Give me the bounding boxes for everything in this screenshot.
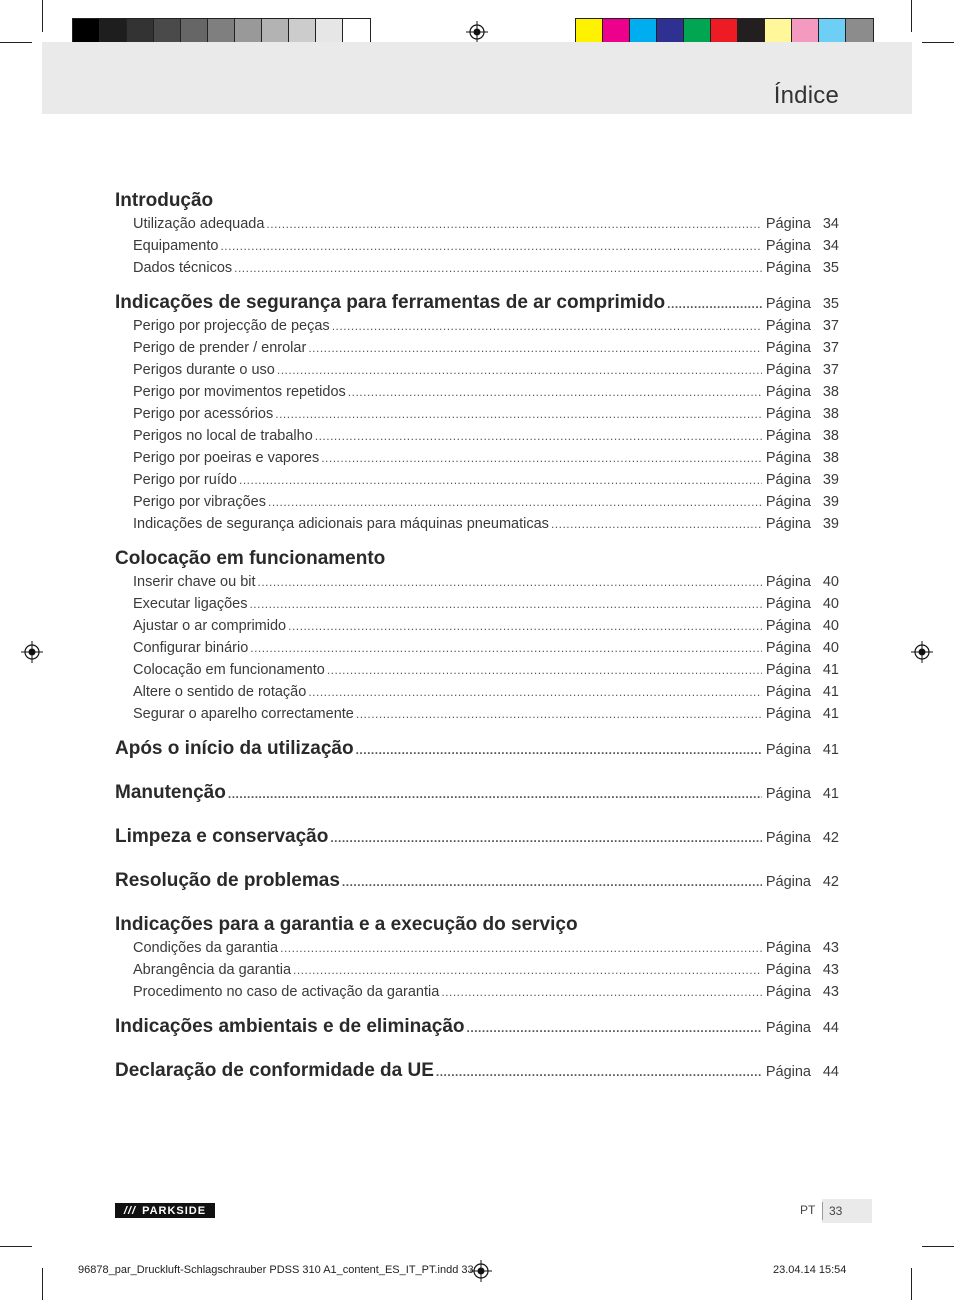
entry-label: Abrangência da garantia — [133, 962, 292, 978]
leader-dots — [288, 619, 762, 633]
entry-label: Colocação em funcionamento — [133, 662, 325, 678]
entry-label: Equipamento — [133, 238, 219, 254]
page-number: 42 — [822, 830, 839, 846]
page-number: 35 — [822, 260, 839, 276]
toc-section-heading[interactable] — [115, 1060, 839, 1086]
leader-dots — [250, 641, 762, 655]
page-number: 41 — [822, 706, 839, 722]
page-word: Página — [765, 574, 811, 590]
toc-entry[interactable] — [115, 940, 839, 962]
toc-section-heading[interactable] — [115, 738, 839, 764]
spacer — [115, 538, 839, 548]
page-number: 33 — [829, 1204, 843, 1218]
leader-dots — [280, 941, 762, 955]
registration-mark-icon — [21, 641, 43, 663]
page-reference — [766, 684, 839, 700]
page-reference — [766, 742, 839, 758]
page-number: 40 — [822, 574, 839, 590]
spacer — [115, 728, 839, 738]
toc-entry[interactable] — [115, 662, 839, 684]
page-reference — [766, 1064, 839, 1080]
toc-entry[interactable] — [115, 428, 839, 450]
leader-dots — [315, 429, 762, 443]
page-reference — [766, 940, 839, 956]
crop-mark — [911, 0, 912, 32]
toc-entry[interactable] — [115, 318, 839, 340]
spacer — [115, 282, 839, 292]
toc-entry[interactable] — [115, 962, 839, 984]
section-title: Introdução — [115, 190, 214, 211]
crop-mark — [922, 42, 954, 43]
leader-dots — [234, 261, 762, 275]
page-reference — [766, 706, 839, 722]
entry-label: Dados técnicos — [133, 260, 233, 276]
spacer — [115, 1086, 839, 1104]
page-reference — [766, 296, 839, 312]
leader-dots — [220, 239, 761, 253]
page-number: 38 — [822, 384, 839, 400]
toc-entry[interactable] — [115, 216, 839, 238]
entry-label: Ajustar o ar comprimido — [133, 618, 287, 634]
leader-dots — [321, 451, 762, 465]
page-word: Página — [765, 684, 811, 700]
page-word: Página — [765, 984, 811, 1000]
entry-label: Perigos no local de trabalho — [133, 428, 313, 444]
entry-label: Perigo por vibrações — [133, 494, 266, 510]
page-word: Página — [765, 830, 811, 846]
entry-label: Altere o sentido de rotação — [133, 684, 307, 700]
page-number: 41 — [822, 742, 839, 758]
page-number: 34 — [822, 238, 839, 254]
page-word: Página — [765, 296, 811, 312]
page-reference — [766, 318, 839, 334]
leader-dots — [293, 963, 762, 977]
page-word: Página — [765, 406, 811, 422]
section-title: Limpeza e conservação — [115, 826, 329, 847]
leader-dots — [249, 597, 761, 611]
leader-dots — [348, 385, 762, 399]
page-number: 40 — [822, 618, 839, 634]
page-number: 38 — [822, 406, 839, 422]
toc-entry[interactable] — [115, 260, 839, 282]
page-reference — [766, 216, 839, 232]
toc-entry[interactable] — [115, 618, 839, 640]
entry-label: Perigo de prender / enrolar — [133, 340, 307, 356]
crop-mark — [0, 42, 32, 43]
crop-mark — [0, 1246, 32, 1247]
page-number: 44 — [822, 1020, 839, 1036]
leader-dots — [441, 985, 762, 999]
divider — [822, 1202, 823, 1220]
page-reference — [766, 238, 839, 254]
spacer — [115, 896, 839, 914]
leader-dots — [268, 495, 762, 509]
entry-label: Configurar binário — [133, 640, 249, 656]
section-title: Colocação em funcionamento — [115, 548, 386, 569]
toc-entry[interactable] — [115, 472, 839, 494]
page-word: Página — [765, 962, 811, 978]
registration-mark-icon — [911, 641, 933, 663]
leader-dots — [356, 707, 762, 721]
page-word: Página — [765, 384, 811, 400]
spacer — [115, 1042, 839, 1060]
page-word: Página — [765, 494, 811, 510]
print-slug-date: 23.04.14 15:54 — [773, 1264, 847, 1276]
page-reference — [766, 1020, 839, 1036]
leader-dots — [266, 217, 761, 231]
logo-stripes-icon: /// — [123, 1204, 137, 1217]
spacer — [115, 852, 839, 870]
toc-entry[interactable] — [115, 384, 839, 406]
page-reference — [766, 984, 839, 1000]
page-number: 43 — [822, 962, 839, 978]
section-title: Indicações para a garantia e a execução do serviço — [115, 914, 578, 935]
page-word: Página — [765, 940, 811, 956]
toc-entry[interactable] — [115, 238, 839, 260]
page-word: Página — [765, 1064, 811, 1080]
page-reference — [766, 516, 839, 532]
crop-mark — [42, 1268, 43, 1300]
entry-label: Segurar o aparelho correctamente — [133, 706, 354, 722]
toc-section-heading[interactable] — [115, 826, 839, 852]
table-of-contents — [115, 190, 839, 1104]
page-number: 43 — [822, 940, 839, 956]
language-code: PT — [800, 1203, 816, 1217]
section-title: Declaração de conformidade da UE — [115, 1060, 434, 1081]
page-reference — [766, 384, 839, 400]
page-word: Página — [765, 742, 811, 758]
crop-mark — [911, 1268, 912, 1300]
spacer — [115, 764, 839, 782]
page-number: 41 — [822, 662, 839, 678]
page-word: Página — [765, 640, 811, 656]
page-word: Página — [765, 662, 811, 678]
section-title: Manutenção — [115, 782, 226, 803]
registration-mark-icon — [466, 21, 488, 43]
toc-section-heading[interactable] — [115, 548, 839, 574]
page-word: Página — [765, 618, 811, 634]
page-reference — [766, 618, 839, 634]
page-number-box — [822, 1199, 872, 1223]
page-number: 38 — [822, 450, 839, 466]
spacer — [115, 1006, 839, 1016]
page-reference — [766, 574, 839, 590]
leader-dots — [258, 575, 762, 589]
toc-entry[interactable] — [115, 362, 839, 384]
page-number: 41 — [822, 786, 839, 802]
section-title: Indicações ambientais e de eliminação — [115, 1016, 465, 1037]
entry-label: Perigo por projecção de peças — [133, 318, 330, 334]
toc-section-heading[interactable] — [115, 190, 839, 216]
page-reference — [766, 340, 839, 356]
entry-label: Perigo por acessórios — [133, 406, 274, 422]
toc-entry[interactable] — [115, 516, 839, 538]
leader-dots — [467, 1021, 762, 1035]
toc-entry[interactable] — [115, 406, 839, 428]
spacer — [115, 808, 839, 826]
entry-label: Perigo por movimentos repetidos — [133, 384, 346, 400]
leader-dots — [436, 1065, 762, 1079]
entry-label: Procedimento no caso de activação da garantia — [133, 984, 440, 1000]
entry-label: Inserir chave ou bit — [133, 574, 256, 590]
page-reference — [766, 662, 839, 678]
page-word: Página — [765, 216, 811, 232]
toc-section-heading[interactable] — [115, 292, 839, 318]
page-number: 39 — [822, 494, 839, 510]
toc-entry[interactable] — [115, 574, 839, 596]
leader-dots — [308, 685, 762, 699]
page-word: Página — [765, 428, 811, 444]
page-word: Página — [765, 874, 811, 890]
toc-entry[interactable] — [115, 640, 839, 662]
leader-dots — [277, 363, 762, 377]
entry-label: Condições da garantia — [133, 940, 279, 956]
toc-entry[interactable] — [115, 340, 839, 362]
leader-dots — [327, 663, 762, 677]
toc-section-heading[interactable] — [115, 870, 839, 896]
page-word: Página — [765, 340, 811, 356]
page-number: 35 — [822, 296, 839, 312]
page-word: Página — [765, 450, 811, 466]
crop-mark — [42, 0, 43, 32]
section-title: Indicações de segurança para ferramentas de ar comprimido — [115, 292, 666, 313]
page-word: Página — [765, 238, 811, 254]
entry-label: Perigo por poeiras e vapores — [133, 450, 320, 466]
page-reference — [766, 260, 839, 276]
entry-label: Executar ligações — [133, 596, 248, 612]
page-word: Página — [765, 1020, 811, 1036]
page-reference — [766, 962, 839, 978]
page-number: 34 — [822, 216, 839, 232]
page-number: 44 — [822, 1064, 839, 1080]
page-word: Página — [765, 706, 811, 722]
leader-dots — [667, 297, 762, 311]
page-reference — [766, 472, 839, 488]
page-number: 43 — [822, 984, 839, 1000]
toc-entry[interactable] — [115, 684, 839, 706]
leader-dots — [356, 743, 762, 757]
page-reference — [766, 494, 839, 510]
page-word: Página — [765, 472, 811, 488]
leader-dots — [332, 319, 762, 333]
page-number: 37 — [822, 318, 839, 334]
print-slug-file: 96878_par_Druckluft-Schlagschrauber PDSS 310 A1_content_ES_IT_PT.indd 33 — [78, 1264, 474, 1276]
page-reference — [766, 874, 839, 890]
page-number: 39 — [822, 516, 839, 532]
toc-entry[interactable] — [115, 450, 839, 472]
page-word: Página — [765, 318, 811, 334]
toc-section-heading[interactable] — [115, 782, 839, 808]
toc-entry[interactable] — [115, 494, 839, 516]
page-number: 37 — [822, 362, 839, 378]
toc-section-heading[interactable] — [115, 1016, 839, 1042]
entry-label: Indicações de segurança adicionais para máquinas pneumaticas — [133, 516, 549, 532]
page-reference — [766, 406, 839, 422]
leader-dots — [228, 787, 762, 801]
leader-dots — [342, 875, 762, 889]
page-reference — [766, 450, 839, 466]
page-title: Índice — [773, 82, 839, 109]
toc-entry[interactable] — [115, 706, 839, 728]
page-reference — [766, 362, 839, 378]
toc-entry[interactable] — [115, 596, 839, 618]
page-reference — [766, 428, 839, 444]
leader-dots — [551, 517, 762, 531]
leader-dots — [330, 831, 762, 845]
page-word: Página — [765, 362, 811, 378]
page-word: Página — [765, 596, 811, 612]
page-number: 38 — [822, 428, 839, 444]
page-number: 40 — [822, 596, 839, 612]
page-number: 37 — [822, 340, 839, 356]
crop-mark — [922, 1246, 954, 1247]
page-number: 42 — [822, 874, 839, 890]
page-word: Página — [765, 260, 811, 276]
parkside-logo — [115, 1203, 215, 1218]
entry-label: Perigos durante o uso — [133, 362, 275, 378]
entry-label: Perigo por ruído — [133, 472, 237, 488]
page-number: 39 — [822, 472, 839, 488]
entry-label: Utilização adequada — [133, 216, 265, 232]
page-word: Página — [765, 516, 811, 532]
page-reference — [766, 830, 839, 846]
leader-dots — [275, 407, 762, 421]
toc-section-heading[interactable] — [115, 914, 839, 940]
page-number: 41 — [822, 684, 839, 700]
logo-text: PARKSIDE — [142, 1204, 207, 1217]
page-reference — [766, 786, 839, 802]
page-word: Página — [765, 786, 811, 802]
leader-dots — [239, 473, 762, 487]
page-number: 40 — [822, 640, 839, 656]
leader-dots — [308, 341, 762, 355]
page-reference — [766, 596, 839, 612]
section-title: Resolução de problemas — [115, 870, 340, 891]
page-reference — [766, 640, 839, 656]
section-title: Após o início da utilização — [115, 738, 354, 759]
toc-entry[interactable] — [115, 984, 839, 1006]
